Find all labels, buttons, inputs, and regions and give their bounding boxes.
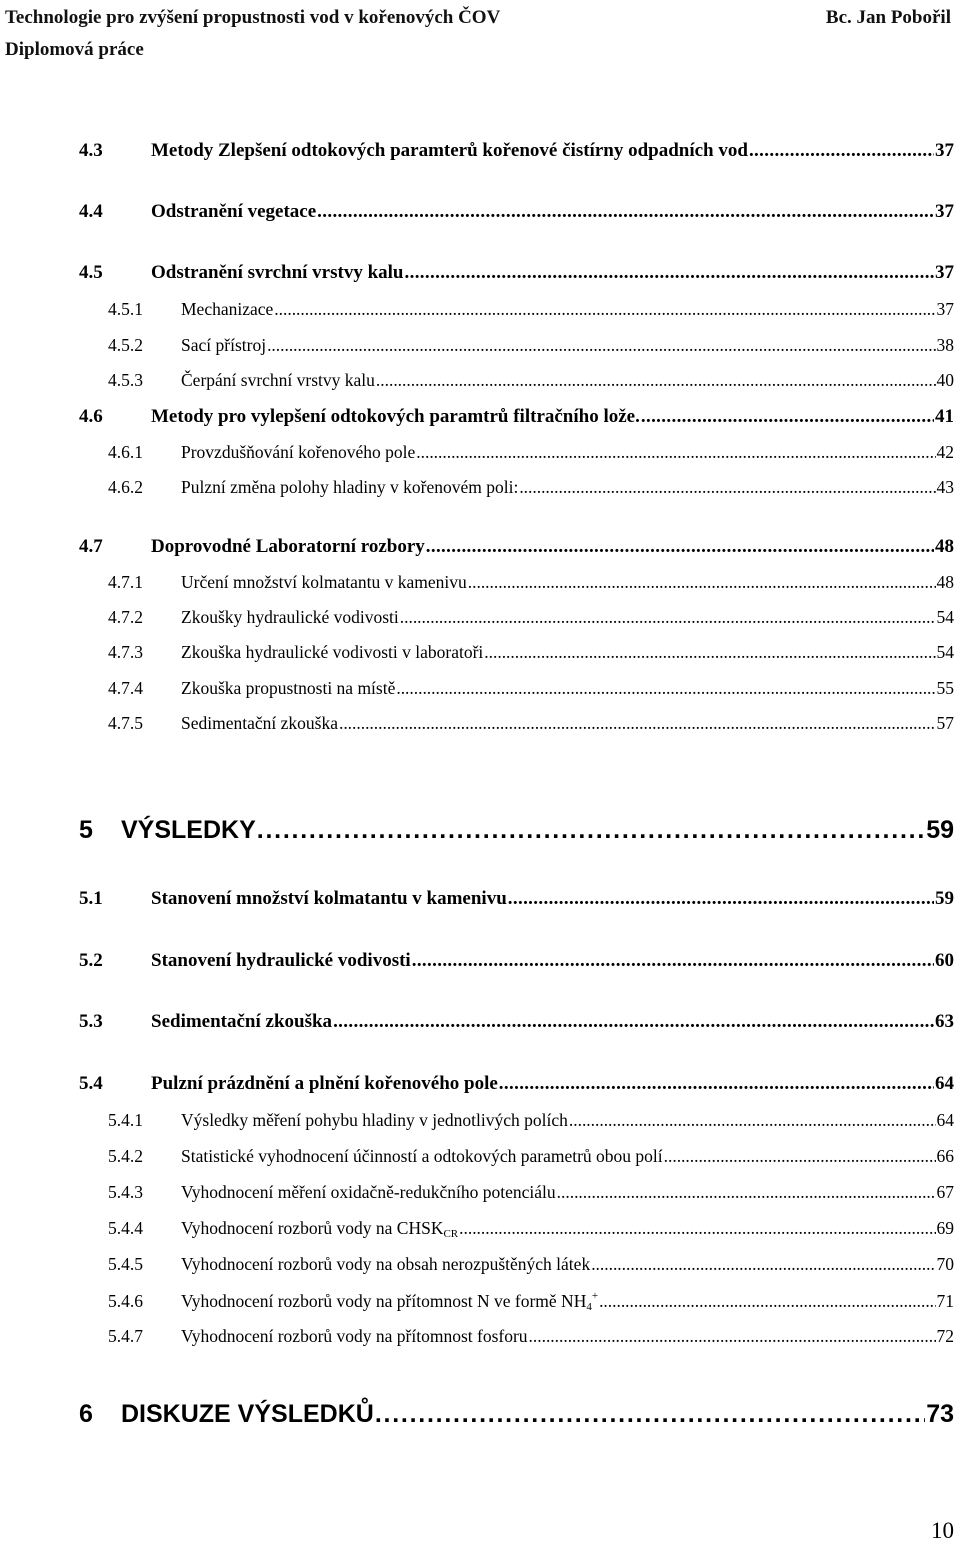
- toc-entry-number: 4.7.2: [108, 607, 143, 627]
- toc-entry-title: Sací přístroj: [181, 335, 267, 355]
- toc-entry-page: 54: [936, 607, 954, 627]
- toc-entry-page: 72: [936, 1326, 954, 1346]
- toc-entry-number: 4.7.3: [108, 642, 143, 662]
- dot-leader: [333, 1011, 934, 1033]
- toc-entry[interactable]: [108, 1218, 954, 1240]
- toc-entry[interactable]: [108, 1326, 954, 1347]
- toc-entry-title: Zkouška hydraulické vodivosti v laboratoři: [181, 642, 484, 662]
- toc-entry-title: Vyhodnocení měření oxidačně-redukčního potenciálu: [181, 1182, 556, 1202]
- toc-entry-page: 64: [936, 1110, 954, 1130]
- toc-entry-page: 42: [936, 442, 954, 462]
- toc-entry[interactable]: [79, 406, 954, 428]
- dot-leader: [569, 1110, 936, 1131]
- toc-entry-title: Zkoušky hydraulické vodivosti: [181, 607, 399, 627]
- dot-leader: [396, 678, 935, 699]
- toc-entry-title: Pulzní prázdnění a plnění kořenového pole: [151, 1073, 498, 1094]
- toc-entry-number: 4.4: [79, 201, 103, 222]
- toc-entry-number: 5.4.6: [108, 1291, 143, 1311]
- toc-entry-title: Odstranění vegetace: [151, 201, 317, 222]
- dot-leader: [664, 1146, 936, 1167]
- toc-entry-title: Vyhodnocení rozborů vody na přítomnost fosforu: [181, 1326, 528, 1346]
- toc-entry-page: 48: [935, 536, 954, 557]
- toc-entry[interactable]: [79, 1011, 954, 1033]
- toc-entry-page: 66: [936, 1146, 954, 1166]
- dot-leader: [400, 607, 936, 628]
- toc-entry-number: 4.7.5: [108, 713, 143, 733]
- toc-entry-title: [181, 1290, 598, 1313]
- toc-entry-title: Vyhodnocení rozborů vody na obsah nerozpuštěných látek: [181, 1254, 591, 1274]
- toc-entry-page: 73: [926, 1400, 954, 1428]
- toc-entry-number: 5.4.5: [108, 1254, 143, 1274]
- toc-entry[interactable]: [108, 1146, 954, 1167]
- toc-entry-number: 4.6.2: [108, 477, 143, 497]
- dot-leader: [641, 406, 934, 428]
- toc-entry-page: 54: [936, 642, 954, 662]
- thesis-title: Technologie pro zvýšení propustnosti vod v kořenových ČOV: [5, 7, 501, 28]
- toc-entry-number: 4.5: [79, 262, 103, 283]
- toc-entry-number: 4.7.4: [108, 678, 143, 698]
- toc-entry-page: 69: [936, 1218, 954, 1238]
- toc-entry-page: 41: [935, 406, 954, 427]
- toc-entry[interactable]: [108, 1290, 954, 1313]
- toc-entry-page: 60: [935, 950, 954, 971]
- toc-entry-number: 5.4: [79, 1073, 103, 1094]
- thesis-type: Diplomová práce: [5, 39, 144, 60]
- toc-entry-title: Provzdušňování kořenového pole: [181, 442, 416, 462]
- toc-entry-number: 4.5.3: [108, 370, 143, 390]
- dot-leader: [267, 335, 935, 356]
- toc-entry-number: 4.7: [79, 536, 103, 557]
- dot-leader: [426, 536, 934, 558]
- toc-entry-page: 37: [935, 140, 954, 161]
- dot-leader: [412, 950, 934, 972]
- toc-entry-page: 64: [935, 1073, 954, 1094]
- toc-entry-number: 5.4.7: [108, 1326, 143, 1346]
- toc-entry-page: 63: [935, 1011, 954, 1032]
- toc-entry[interactable]: [108, 370, 954, 391]
- page-number: 10: [931, 1518, 954, 1543]
- subscript: CR: [443, 1228, 459, 1240]
- toc-entry-number: 5.4.1: [108, 1110, 143, 1130]
- toc-entry-number: 4.3: [79, 140, 103, 161]
- toc-entry-title: Metody Zlepšení odtokových paramterů kořenové čistírny odpadních vod: [151, 140, 748, 161]
- toc-entry[interactable]: [79, 888, 954, 910]
- toc-entry-number: 4.5.1: [108, 299, 143, 319]
- dot-leader: [484, 642, 935, 663]
- toc-entry-number: 5.2: [79, 950, 103, 971]
- toc-entry-title: Výsledky měření pohybu hladiny v jednotlivých polích: [181, 1110, 568, 1130]
- toc-entry-title-text: Vyhodnocení rozborů vody na přítomnost N ve formě NH: [181, 1291, 587, 1311]
- toc-entry-title: Sedimentační zkouška: [151, 1011, 333, 1032]
- toc-entry-title: DISKUZE VÝSLEDKŮ: [121, 1400, 374, 1428]
- dot-leader: [499, 1073, 934, 1095]
- toc-entry[interactable]: [108, 607, 954, 628]
- toc-entry-title: Doprovodné Laboratorní rozbory: [151, 536, 425, 557]
- toc-entry-title: Stanovení množství kolmatantu v kamenivu: [151, 888, 507, 909]
- toc-entry-page: 40: [936, 370, 954, 390]
- toc-entry[interactable]: [108, 335, 954, 356]
- toc-entry[interactable]: [108, 1182, 954, 1203]
- toc-entry[interactable]: [79, 262, 954, 284]
- toc-entry-title: Odstranění svrchní vrstvy kalu: [151, 262, 404, 283]
- toc-entry-title: [181, 1218, 458, 1240]
- toc-entry-title: VÝSLEDKY: [121, 816, 256, 844]
- dot-leader: [508, 888, 934, 910]
- dot-leader: [405, 262, 935, 284]
- toc-entry-title: Čerpání svrchní vrstvy kalu: [181, 370, 375, 390]
- dot-leader: [416, 442, 935, 463]
- toc-chapter-entry[interactable]: [79, 816, 954, 845]
- toc-entry-page: 37: [935, 201, 954, 222]
- dot-leader: [591, 1254, 935, 1275]
- toc-entry-page: 48: [936, 572, 954, 592]
- toc-entry-title: Zkouška propustnosti na místě: [181, 678, 396, 698]
- toc-entry-page: 55: [936, 678, 954, 698]
- toc-entry-number: 6: [79, 1400, 93, 1428]
- toc-entry[interactable]: [108, 1254, 954, 1275]
- toc-entry-title: Určení množství kolmatantu v kamenivu: [181, 572, 467, 592]
- toc-entry-number: 5.4.3: [108, 1182, 143, 1202]
- toc-entry-page: 59: [926, 816, 954, 844]
- toc-entry-title: Mechanizace: [181, 299, 274, 319]
- toc-entry[interactable]: [79, 950, 954, 972]
- toc-entry-number: 4.6: [79, 406, 103, 427]
- toc-entry-title: Stanovení hydraulické vodivosti: [151, 950, 411, 971]
- dot-leader: [599, 1291, 935, 1312]
- toc-entry-page: 37: [935, 262, 954, 283]
- toc-chapter-entry[interactable]: [79, 1400, 954, 1429]
- dot-leader: [257, 816, 925, 845]
- toc-entry-number: 4.5.2: [108, 335, 143, 355]
- toc-entry[interactable]: [108, 442, 954, 463]
- toc-entry-page: 38: [936, 335, 954, 355]
- toc-entry[interactable]: [79, 140, 954, 162]
- toc-entry-number: 5.3: [79, 1011, 103, 1032]
- toc-entry-page: 37: [936, 299, 954, 319]
- toc-entry[interactable]: [108, 1110, 954, 1131]
- toc-entry-number: 5.4.4: [108, 1218, 143, 1238]
- toc-entry[interactable]: [79, 536, 954, 558]
- toc-entry-title: Pulzní změna polohy hladiny v kořenovém poli:: [181, 477, 519, 497]
- dot-leader: [529, 1326, 936, 1347]
- toc-entry[interactable]: [79, 1073, 954, 1095]
- dot-leader: [557, 1182, 936, 1203]
- toc-entry-number: 5.1: [79, 888, 103, 909]
- toc-entry-number: 5.4.2: [108, 1146, 143, 1166]
- dot-leader: [519, 477, 935, 498]
- author-name: Bc. Jan Pobořil: [825, 7, 951, 28]
- toc-entry-page: 71: [936, 1291, 954, 1311]
- toc-entry[interactable]: [79, 201, 954, 223]
- toc-entry-title-text: Vyhodnocení rozborů vody na CHSK: [181, 1218, 444, 1238]
- toc-entry-number: 4.6.1: [108, 442, 143, 462]
- toc-entry-number: 5: [79, 816, 93, 844]
- dot-leader: [376, 370, 936, 391]
- toc-entry[interactable]: [108, 713, 954, 734]
- dot-leader: [459, 1218, 935, 1239]
- toc-entry-page: 67: [936, 1182, 954, 1202]
- dot-leader: [468, 572, 936, 593]
- superscript: +: [591, 1290, 599, 1302]
- toc-entry-page: 59: [935, 888, 954, 909]
- dot-leader: [317, 201, 934, 223]
- toc-entry[interactable]: [108, 477, 954, 498]
- toc-entry[interactable]: [108, 299, 954, 320]
- toc-entry-title: Statistické vyhodnocení účinností a odtokových parametrů obou polí: [181, 1146, 663, 1166]
- toc-entry[interactable]: [108, 642, 954, 663]
- toc-entry-page: 57: [936, 713, 954, 733]
- toc-entry-title: Sedimentační zkouška: [181, 713, 338, 733]
- subscript: 4: [586, 1301, 592, 1313]
- toc-entry[interactable]: [108, 572, 954, 593]
- toc-entry-title: Metody pro vylepšení odtokových paramtrů filtračního lože.: [151, 406, 640, 427]
- dot-leader: [339, 713, 936, 734]
- dot-leader: [749, 140, 934, 162]
- toc-entry-page: 43: [936, 477, 954, 497]
- toc-entry-number: 4.7.1: [108, 572, 143, 592]
- toc-entry[interactable]: [108, 678, 954, 699]
- dot-leader: [274, 299, 935, 320]
- dot-leader: [375, 1400, 925, 1429]
- toc-entry-page: 70: [936, 1254, 954, 1274]
